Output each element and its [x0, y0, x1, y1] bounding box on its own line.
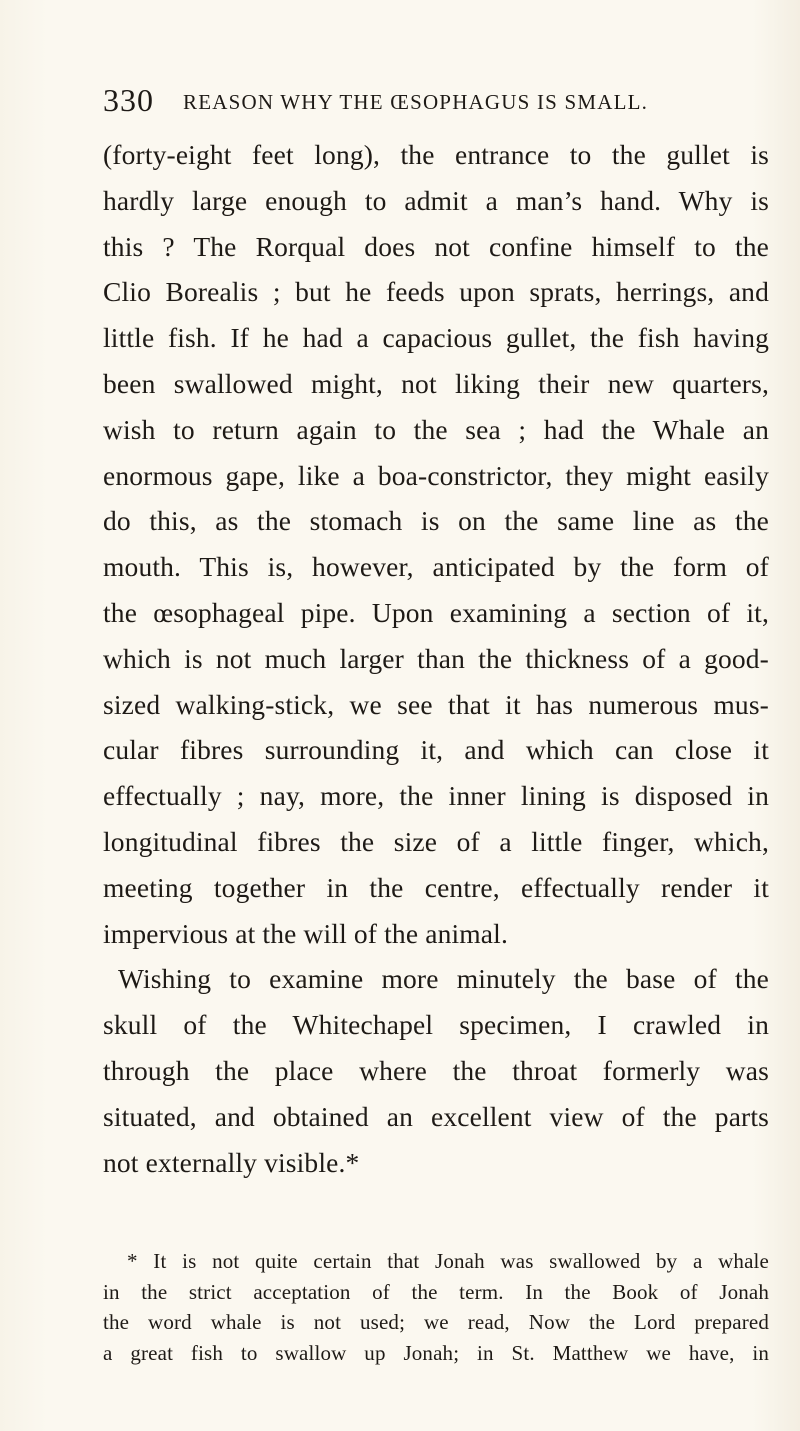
body-line: meeting together in the centre, effectually render it: [103, 871, 769, 903]
body-line: impervious at the will of the animal.: [103, 917, 508, 949]
footnote-line: * It is not quite certain that Jonah was swallowed by a whale: [127, 1249, 769, 1273]
body-line: Wishing to examine more minutely the base of the: [118, 963, 769, 995]
body-line: wish to return again to the sea ; had the Whale an: [103, 413, 769, 445]
body-line: hardly large enough to admit a man’s hand. Why is: [103, 184, 769, 216]
body-line: skull of the Whitechapel specimen, I crawled in: [103, 1009, 769, 1041]
body-line: little fish. If he had a capacious gullet, the fish having: [103, 322, 769, 354]
body-line: this ? The Rorqual does not confine himself to the: [103, 230, 769, 262]
body-line: which is not much larger than the thickness of a good-: [103, 642, 769, 674]
body-line: through the place where the throat formerly was: [103, 1054, 769, 1086]
body-line: Clio Borealis ; but he feeds upon sprats, herrings, and: [103, 276, 769, 308]
running-head: REASON WHY THE ŒSOPHAGUS IS SMALL.: [183, 90, 649, 114]
page-header: [103, 80, 783, 120]
body-line: not externally visible.*: [103, 1146, 360, 1178]
body-line: (forty-eight feet long), the entrance to the gullet is: [103, 139, 769, 170]
body-line: sized walking-stick, we see that it has numerous mus-: [103, 688, 769, 720]
body-text: [103, 132, 769, 1185]
footnote: [103, 1246, 769, 1368]
body-line: do this, as the stomach is on the same line as the: [103, 505, 769, 537]
page-number: 330: [103, 82, 154, 118]
body-line: the œsophageal pipe. Upon examining a section of it,: [103, 596, 769, 628]
body-line: situated, and obtained an excellent view of the parts: [103, 1100, 769, 1132]
footnote-line: a great fish to swallow up Jonah; in St. Matthew we have, in: [103, 1340, 769, 1365]
body-line: longitudinal fibres the size of a little finger, which,: [103, 825, 769, 857]
body-line: mouth. This is, however, anticipated by the form of: [103, 551, 769, 583]
body-line: been swallowed might, not liking their new quarters,: [103, 367, 769, 399]
body-line: cular fibres surrounding it, and which can close it: [103, 734, 769, 766]
footnote-line: the word whale is not used; we read, Now the Lord prepared: [103, 1310, 769, 1334]
body-line: enormous gape, like a boa-constrictor, they might easily: [103, 459, 769, 491]
footnote-line: in the strict acceptation of the term. In the Book of Jonah: [103, 1279, 769, 1304]
body-line: effectually ; nay, more, the inner lining is disposed in: [103, 780, 769, 812]
